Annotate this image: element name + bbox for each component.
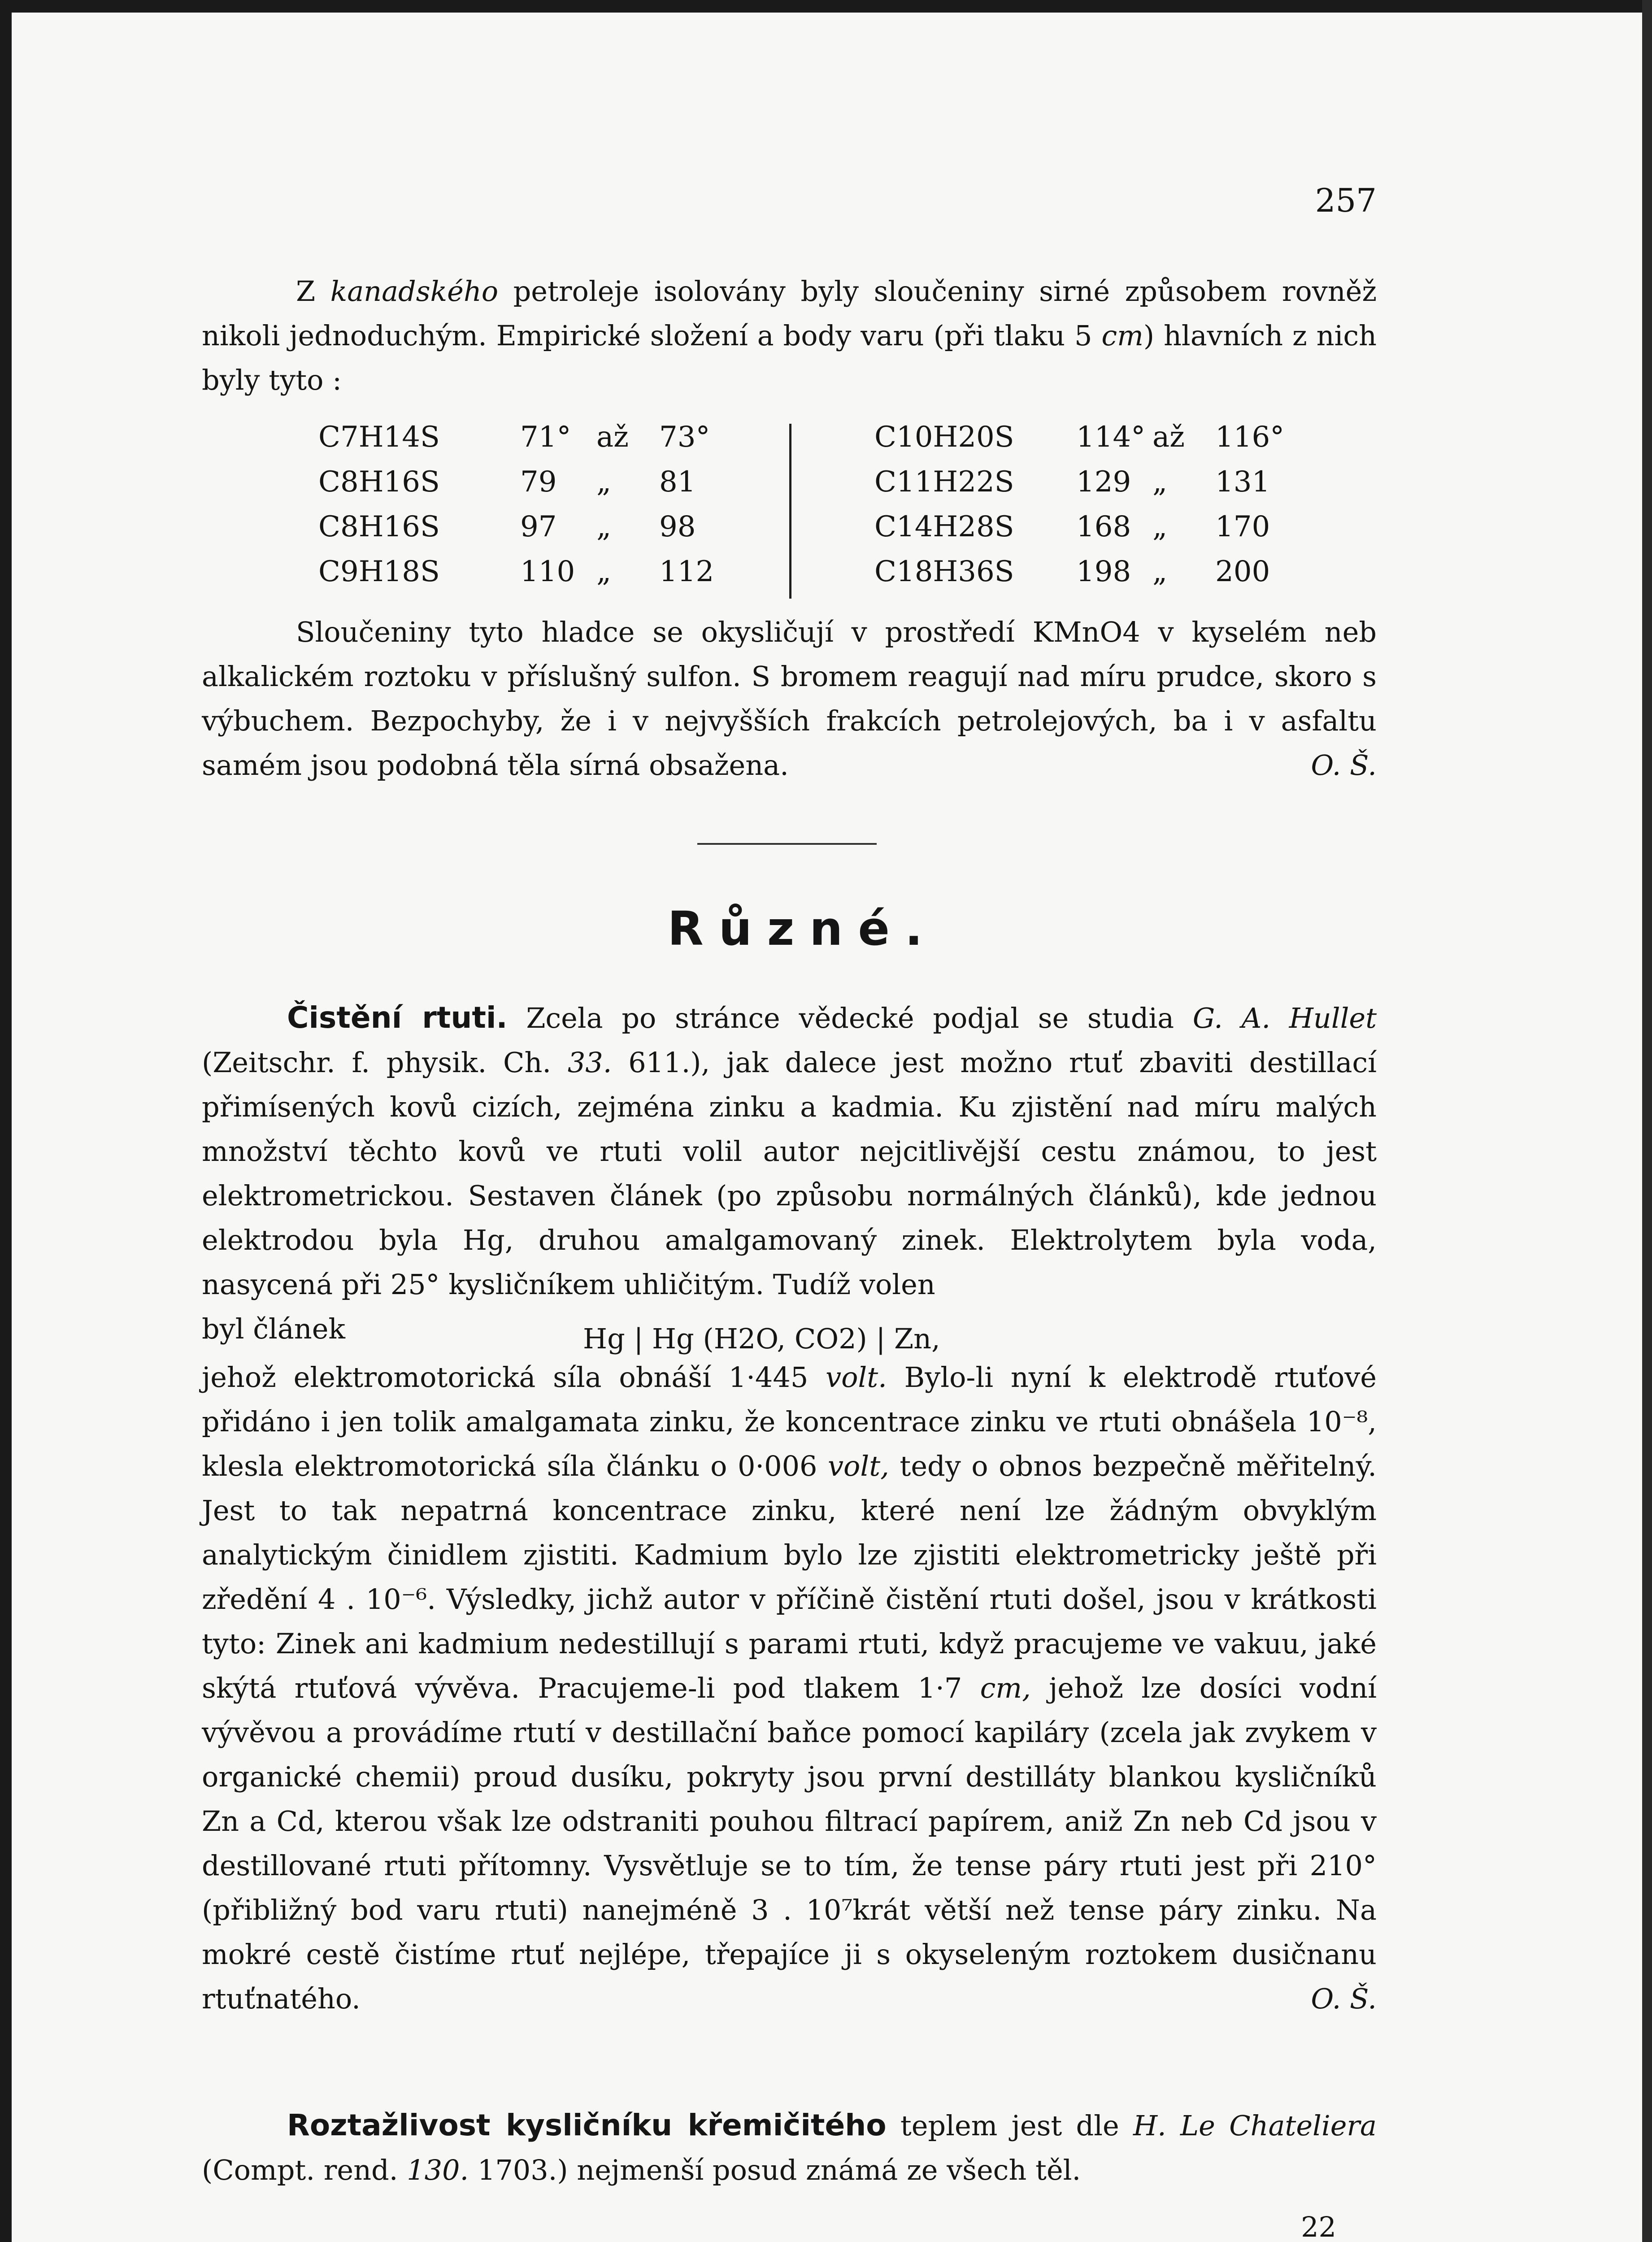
compound-formula: C11H22S	[874, 465, 1014, 499]
text-span: jehož elektromotorická síla obnáší 1·445	[202, 1361, 826, 1394]
unit-text: volt,	[828, 1450, 889, 1482]
text-span: teplem jest dle	[886, 2109, 1133, 2142]
compound-row	[874, 415, 1305, 460]
range-separator: „	[596, 555, 612, 588]
compound-formula: C9H18S	[318, 555, 440, 588]
compound-row	[318, 549, 749, 594]
boiling-from: 198	[1076, 555, 1131, 588]
boiling-to: 73°	[659, 421, 710, 454]
unit-text: cm,	[980, 1672, 1031, 1704]
compounds-table	[318, 415, 1305, 603]
paragraph-text	[202, 610, 1377, 787]
paragraph-text	[202, 269, 1377, 402]
text-span: Sloučeniny tyto hladce se okysličují v prostředí KMnO4 v kyselém neb alkalickém roztoku v příslušný sulfon. S bromem reagují nad míru prudce, skoro s výbuchem. Bezpochyby, že i v nejvyšších frakcích petrolejových, ba i v asfaltu samém jsou podobná těla sírná obsažena.	[202, 616, 1377, 782]
author-signature: O. Š.	[1311, 1982, 1377, 2015]
boiling-to: 200	[1215, 555, 1270, 588]
text-span: 611.), jak dalece jest možno rtuť zbaviti destillací přimísených kovů cizích, zejména zinku a kadmia. Ku zjistění nad míru malých množství těchto kovů ve rtuti volil autor nejcitlivější cestu známou, to jest elektrometrickou. Sestaven článek (po způsobu normálných článků), kde jednou elektrodou byla Hg, druhou amalgamovaný zinek. Elektrolytem byla voda, nasycená při 25° kysličníkem uhličitým. Tudíž volen	[202, 1046, 1377, 1301]
text-span: jehož lze dosíci vodní vývěvou a provádíme rtutí v destillační baňce pomocí kapiláry (zcela jak zvykem v organické chemii) proud dusíku, pokryty jsou první destilláty blankou kysličníků Zn a Cd, kterou však lze odstraniti pouhou filtrací papírem, aniž Zn neb Cd jsou v destillované rtuti přítomny. Vysvětluje se to tím, že tense páry rtuti jest při 210° (přibližný bod varu rtuti) nanejméně 3 . 10⁷krát větší než tense páry zinku. Na mokré cestě čistíme rtuť nejlépe, třepajíce ji s okyseleným roztokem dusičnanu rtuťnatého.	[202, 1672, 1377, 2015]
boiling-from: 168	[1076, 510, 1131, 543]
compound-row	[318, 460, 749, 504]
compound-row	[318, 415, 749, 460]
compound-row	[874, 549, 1305, 594]
boiling-to: 116°	[1215, 421, 1285, 454]
compound-formula: C10H20S	[874, 421, 1014, 454]
boiling-from: 114°	[1076, 421, 1146, 454]
unit-text: cm	[1101, 319, 1143, 352]
compound-row	[318, 504, 749, 549]
compounds-divider	[789, 424, 791, 599]
emphasis-text: kanadského	[330, 275, 499, 308]
author-signature: O. Š.	[1311, 749, 1377, 782]
paragraph-canadian-petroleum	[202, 269, 1377, 402]
range-separator: „	[1152, 465, 1168, 499]
range-separator: „	[1152, 555, 1168, 588]
signature-number: 22	[1301, 2211, 1336, 2242]
paragraph-text	[202, 2103, 1377, 2192]
article-heading: Roztažlivost kysličníku křemičitého	[287, 2108, 887, 2142]
paragraph-text	[202, 1355, 1377, 2021]
boiling-from: 97	[520, 510, 557, 543]
compounds-left-column	[318, 415, 749, 594]
compound-formula: C8H16S	[318, 510, 440, 543]
volume-number: 33.	[567, 1046, 612, 1079]
volume-number: 130.	[407, 2154, 469, 2186]
range-separator: „	[1152, 510, 1168, 543]
range-separator: „	[596, 465, 612, 499]
compound-row	[874, 460, 1305, 504]
author-name: G. A. Hullet	[1192, 1002, 1377, 1034]
text-span: tedy o obnos bezpečně měřitelný. Jest to tak nepatrná koncentrace zinku, které není lze žádným obvyklým analytickým činidlem zjistiti. Kadmium bylo lze zjistiti elektrometricky ještě při zředění 4 . 10⁻⁶. Výsledky, jichž autor v příčině čistění rtuti došel, jsou v krátkosti tyto: Zinek ani kadmium nedestillují s parami rtuti, když pracujeme ve vakuu, jaké skýtá rtuťová vývěva. Pracujeme-li pod tlakem 1·7	[202, 1450, 1377, 1704]
paragraph-mercury-purification	[202, 995, 1377, 2021]
scan-border-left	[0, 0, 12, 2242]
boiling-to: 170	[1215, 510, 1270, 543]
scan-border-right	[1642, 0, 1652, 2242]
paragraph-silica-expansion	[202, 2103, 1377, 2192]
section-title: Různé.	[667, 901, 938, 956]
range-separator: až	[596, 421, 629, 454]
boiling-to: 131	[1215, 465, 1270, 499]
cell-equation: Hg | Hg (H2O, CO2) | Zn,	[583, 1322, 940, 1355]
boiling-from: 71°	[520, 421, 571, 454]
scan-border-top	[0, 0, 1652, 13]
boiling-from: 129	[1076, 465, 1131, 499]
compound-row	[874, 504, 1305, 549]
compound-formula: C8H16S	[318, 465, 440, 499]
text-span: petroleje isolovány byly sloučeniny sirné způsobem rovněž nikoli jednoduchým. Empirické složení a body varu (při tlaku 5	[202, 275, 1377, 352]
text-span: (Zeitschr. f. physik. Ch.	[202, 1046, 568, 1079]
compound-formula: C18H36S	[874, 555, 1014, 588]
text-span: Zcela po stránce vědecké podjal se studia	[507, 1002, 1193, 1034]
page-number: 257	[1315, 182, 1377, 219]
range-separator: až	[1152, 421, 1185, 454]
boiling-from: 79	[520, 465, 557, 499]
text-span: Z	[296, 275, 330, 308]
boiling-to: 112	[659, 555, 714, 588]
compound-formula: C14H28S	[874, 510, 1014, 543]
boiling-from: 110	[520, 555, 575, 588]
boiling-to: 98	[659, 510, 696, 543]
compounds-right-column	[874, 415, 1305, 594]
equation-label: byl článek	[202, 1312, 345, 1345]
text-span: Bylo-li nyní k elektrodě rtuťové přidáno i jen tolik amalgamata zinku, že koncentrace zinku ve rtuti obnášela 10⁻⁸, klesla elektromotorická síla článku o 0·006	[202, 1361, 1377, 1482]
text-span: (Compt. rend.	[202, 2154, 407, 2186]
paragraph-oxidation	[202, 610, 1377, 787]
author-name: H. Le Chateliera	[1133, 2109, 1377, 2142]
boiling-to: 81	[659, 465, 696, 499]
range-separator: „	[596, 510, 612, 543]
section-divider	[697, 843, 877, 845]
text-span: 1703.) nejmenší posud známá ze všech těl.	[469, 2154, 1081, 2186]
unit-text: volt.	[826, 1361, 887, 1394]
article-heading: Čistění rtuti.	[287, 1000, 508, 1035]
text-span: ) hlavních z nich byly tyto :	[202, 319, 1377, 396]
equation-line	[202, 1307, 1377, 1355]
compound-formula: C7H14S	[318, 421, 440, 454]
paragraph-text	[202, 995, 1377, 1307]
